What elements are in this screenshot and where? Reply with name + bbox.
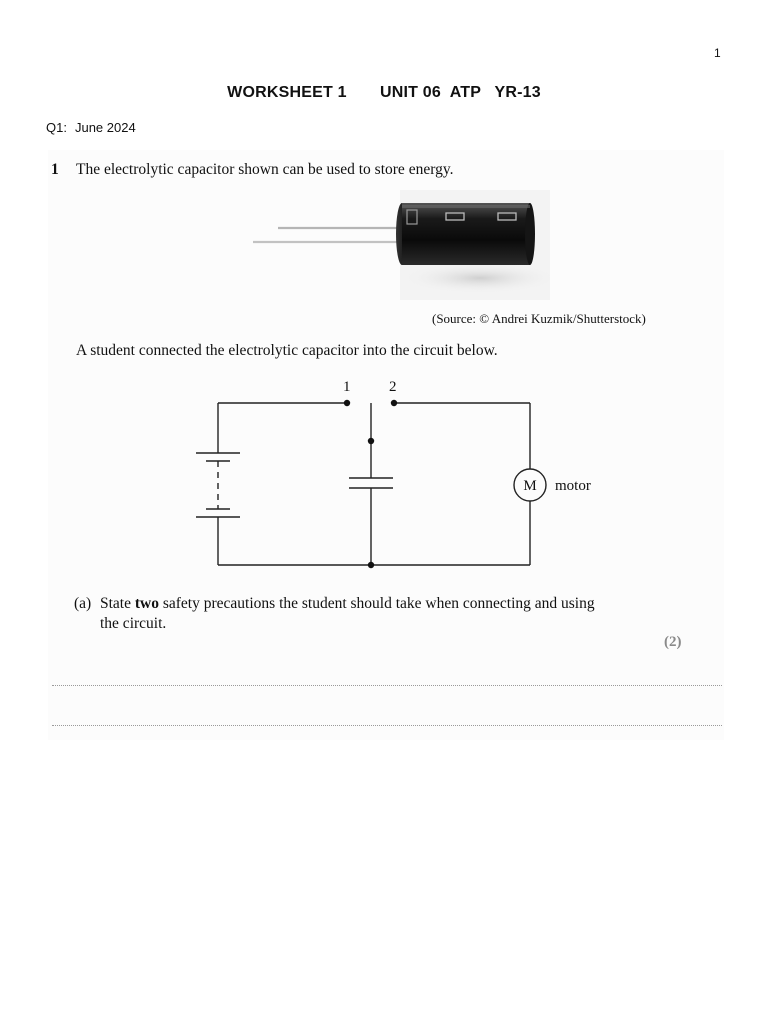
switch-terminal-2-dot [391, 400, 397, 406]
part-a-label: (a) [74, 595, 92, 612]
page-number: 1 [714, 46, 721, 60]
motor-label: motor [555, 478, 591, 494]
circuit-diagram [190, 370, 620, 580]
terminal-1-label: 1 [343, 379, 351, 395]
worksheet-title-part-1: WORKSHEET 1 [227, 84, 347, 101]
terminal-2-label: 2 [389, 379, 397, 395]
part-a-marks: (2) [664, 634, 682, 650]
switch-pivot-dot [368, 438, 374, 444]
part-a-text-after: safety precautions the student should take when connecting and using [158, 595, 595, 612]
circuit-svg [190, 370, 620, 580]
question-label-date: June 2024 [74, 120, 136, 135]
question-number: 1 [51, 161, 59, 178]
question-intro: The electrolytic capacitor shown can be used to store energy. [76, 161, 454, 178]
question-label-prefix: Q1: [46, 120, 67, 135]
capacitor-body [402, 203, 530, 265]
capacitor-photo [250, 190, 550, 305]
part-a-text-bold: two [134, 595, 159, 612]
worksheet-title [0, 84, 768, 102]
motor-letter: M [523, 478, 537, 494]
part-a-text-before: State [100, 595, 135, 612]
worksheet-title-part-2: UNIT 06 ATP YR-13 [380, 84, 541, 101]
image-source-credit: (Source: © Andrei Kuzmik/Shutterstock) [432, 311, 646, 326]
part-a-line-1 [100, 594, 595, 614]
circuit-intro: A student connected the electrolytic capacitor into the circuit below. [76, 342, 498, 359]
answer-line-1[interactable] [52, 685, 722, 686]
question-label [46, 120, 136, 135]
junction-dot [368, 562, 374, 568]
answer-line-2[interactable] [52, 725, 722, 726]
switch-terminal-1-dot [344, 400, 350, 406]
capacitor-illustration [250, 190, 550, 305]
part-a-line-2: the circuit. [100, 615, 167, 632]
